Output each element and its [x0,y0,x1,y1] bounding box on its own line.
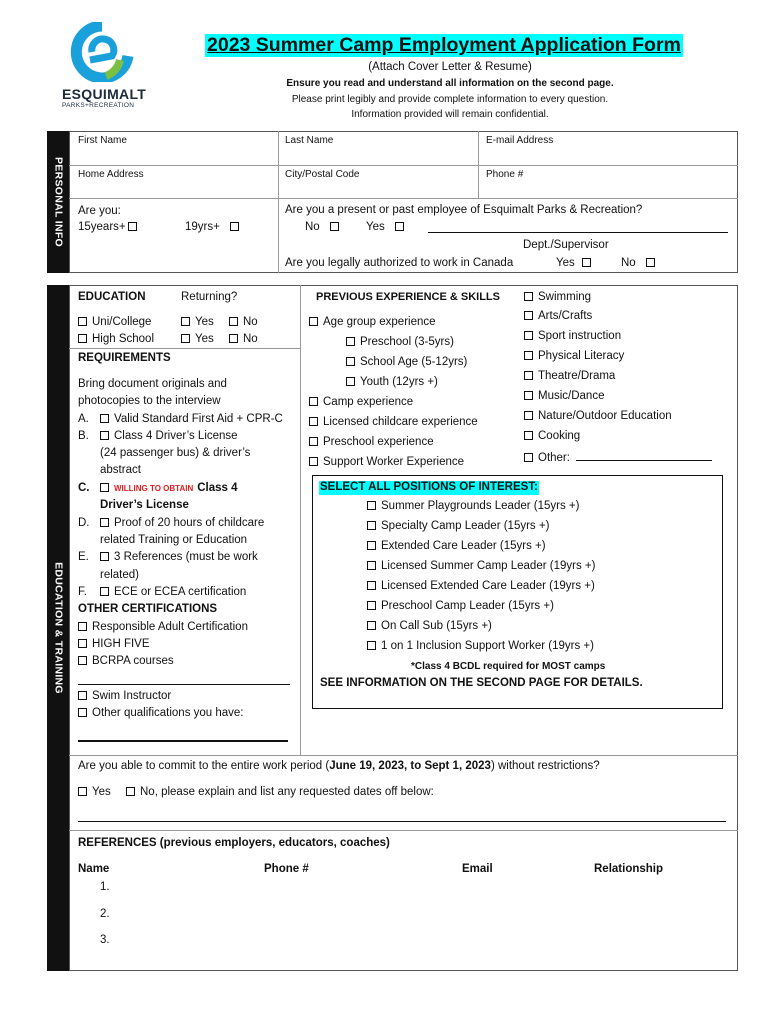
checkbox-icon[interactable] [367,521,376,530]
req-e[interactable] [78,551,258,565]
employee-no-label: No [305,221,320,233]
authorized-yes-option[interactable] [556,257,596,271]
req-f[interactable] [78,586,246,600]
position-label: Licensed Extended Care Leader (19yrs +) [381,580,595,592]
phone-field[interactable]: Phone # [486,169,524,180]
hs-yes-label: Yes [195,333,214,345]
skill-label: Physical Literacy [538,350,625,362]
checkbox-icon[interactable] [100,552,109,561]
checkbox-icon[interactable] [78,639,87,648]
divider [278,131,279,273]
preschool-experience-label: Preschool experience [323,436,434,448]
skill-label: Swimming [538,291,592,303]
other-cert-heading: OTHER CERTIFICATIONS [78,603,218,615]
checkbox-icon[interactable] [78,656,87,665]
checkbox-icon[interactable] [100,414,109,423]
checkbox-icon[interactable] [367,501,376,510]
positions-heading-text: SELECT ALL POSITIONS OF INTEREST: [320,481,538,493]
personal-info-label: PERSONAL INFO [52,156,65,248]
divider [478,131,479,198]
position-label: On Call Sub (15yrs +) [381,620,492,632]
skill-cooking[interactable] [524,430,580,444]
req-e-label: 3 References (must be work [114,551,258,563]
cert-blank-line[interactable] [78,673,290,685]
uni-yes-label: Yes [195,316,214,328]
checkbox-icon[interactable] [309,437,318,446]
checkbox-icon[interactable] [100,587,109,596]
age-group-label: Age group experience [323,316,436,328]
position-licensed-extended[interactable] [367,580,595,594]
checkbox-icon[interactable] [230,222,239,231]
checkbox-icon[interactable] [367,601,376,610]
cert-high-five[interactable] [78,638,150,652]
licensed-experience-label: Licensed childcare experience [323,416,478,428]
skill-label: Arts/Crafts [538,310,593,322]
employee-question: Are you a present or past employee of Esquimalt Parks & Recreation? [285,204,643,216]
skill-arts-crafts[interactable] [524,310,592,324]
req-c-label: Class 4 [197,482,238,494]
skill-other[interactable] [524,450,712,466]
age-group-option[interactable] [309,316,436,330]
checkbox-icon[interactable] [78,787,87,796]
checkbox-icon[interactable] [346,357,355,366]
are-you-label: Are you: [78,205,121,217]
cert-other[interactable] [78,707,244,721]
checkbox-icon[interactable] [524,453,533,462]
org-name: ESQUIMALT [62,86,147,102]
last-name-field[interactable]: Last Name [285,135,334,146]
divider [69,165,738,166]
commit-yes-label: Yes [92,786,111,798]
authorized-yes-label: Yes [556,257,575,269]
header-line-4: Information provided will remain confidential. [351,109,549,120]
checkbox-icon[interactable] [126,787,135,796]
commit-no-label: No, please explain and list any requested dates off below: [140,786,434,798]
req-a[interactable] [78,413,283,427]
page-title [205,34,683,57]
commit-q-dates: June 19, 2023, to Sept 1, 2023 [329,760,491,772]
skill-label: Nature/Outdoor Education [538,410,672,422]
personal-info-box [69,131,738,273]
uni-college-label: Uni/College [92,316,152,328]
checkbox-icon[interactable] [367,541,376,550]
divider [69,348,300,349]
cert-5-label: Other qualifications you have: [92,707,244,719]
hs-no-option[interactable] [229,333,258,347]
checkbox-icon[interactable] [309,417,318,426]
commit-yes-option[interactable] [78,786,111,800]
commit-no-option[interactable] [126,786,434,800]
age-15-option[interactable] [78,221,142,235]
authorized-no-option[interactable] [621,257,660,271]
cert-2-label: HIGH FIVE [92,638,150,650]
checkbox-icon[interactable] [524,331,533,340]
position-extended-care[interactable] [367,540,546,554]
skill-label: Sport instruction [538,330,622,342]
licensed-experience-option[interactable] [309,416,478,430]
cert-3-label: BCRPA courses [92,655,174,667]
city-postal-field[interactable]: City/Postal Code [285,169,360,180]
req-e-letter: E. [78,551,89,563]
high-school-option[interactable] [78,333,154,347]
req-a-letter: A. [78,413,89,425]
education-bar [47,285,69,971]
dates-off-line[interactable] [78,810,726,822]
checkbox-icon[interactable] [367,561,376,570]
skill-label: Cooking [538,430,581,442]
employee-yes-label: Yes [366,221,385,233]
checkbox-icon[interactable] [367,621,376,630]
skill-swimming[interactable] [524,291,591,305]
authorized-no-label: No [621,257,636,269]
checkbox-icon[interactable] [78,691,87,700]
req-b-line2: (24 passenger bus) & driver’s [100,447,251,459]
school-age-option[interactable] [346,356,467,370]
checkbox-icon[interactable] [78,317,87,326]
home-address-field[interactable]: Home Address [78,169,144,180]
ref-row-3[interactable]: 3. [100,934,110,946]
position-specialty-camp[interactable] [367,520,549,534]
references-heading: REFERENCES (previous employers, educators, coaches) [78,837,390,849]
uni-college-option[interactable] [78,316,151,330]
checkbox-icon[interactable] [181,334,190,343]
employee-yes-option[interactable] [366,221,409,235]
checkbox-icon[interactable] [100,518,109,527]
checkbox-icon[interactable] [229,334,238,343]
checkbox-icon[interactable] [309,317,318,326]
checkbox-icon[interactable] [367,581,376,590]
req-f-letter: F. [78,586,87,598]
req-d[interactable] [78,517,264,531]
ref-row-2[interactable]: 2. [100,908,110,920]
commit-q-post: ) without restrictions? [490,760,600,772]
preschool-age-label: Preschool (3-5yrs) [360,336,454,348]
checkbox-icon[interactable] [524,351,533,360]
skill-physical-literacy[interactable] [524,350,624,364]
page-title-text: 2023 Summer Camp Employment Application Form [207,34,681,56]
ref-col-phone: Phone # [264,863,309,875]
hs-no-label: No [243,333,258,345]
school-age-label: School Age (5-12yrs) [360,356,468,368]
req-a-label: Valid Standard First Aid + CPR-C [114,413,283,425]
skill-sport[interactable] [524,330,621,344]
commit-q-pre: Are you able to commit to the entire work period ( [78,760,330,772]
position-inclusion-support[interactable] [367,640,594,654]
preschool-experience-option[interactable] [309,436,434,450]
requirements-heading: REQUIREMENTS [78,352,171,364]
support-worker-option[interactable] [309,456,464,470]
divider [69,830,738,831]
checkbox-icon[interactable] [181,317,190,326]
preschool-age-option[interactable] [346,336,454,350]
dept-supervisor-label: Dept./Supervisor [523,239,609,251]
uni-yes-option[interactable] [181,316,214,330]
position-label: Specialty Camp Leader (15yrs +) [381,520,550,532]
cert-swim-instructor[interactable] [78,690,171,704]
req-b-letter: B. [78,430,89,442]
commit-question [78,760,600,774]
personal-info-bar [47,131,69,273]
req-d-letter: D. [78,517,90,529]
req-c-line2: Driver’s License [100,499,189,511]
position-label: Summer Playgrounds Leader (15yrs +) [381,500,580,512]
checkbox-icon[interactable] [346,377,355,386]
requirements-intro-1: Bring document originals and [78,378,227,390]
dept-line[interactable] [428,221,728,233]
other-qualifications-line[interactable] [78,740,288,742]
cert-4-label: Swim Instructor [92,690,172,702]
skill-nature[interactable] [524,410,672,424]
req-b-line3: abstract [100,464,141,476]
requirements-intro-2: photocopies to the interview [78,395,221,407]
skill-label: Music/Dance [538,390,605,402]
youth-age-option[interactable] [346,376,438,390]
req-f-label: ECE or ECEA certification [114,586,247,598]
checkbox-icon[interactable] [309,397,318,406]
divider [69,755,738,756]
header-line-3: Please print legibly and provide complete information to every question. [291,94,609,105]
high-school-label: High School [92,333,155,345]
ref-col-email: Email [462,863,493,875]
position-label: 1 on 1 Inclusion Support Worker (19yrs +) [381,640,594,652]
header-line-2: Ensure you read and understand all information on the second page. [286,78,614,89]
position-summer-playgrounds[interactable] [367,500,579,514]
cert-responsible-adult[interactable] [78,621,248,635]
divider [300,285,301,755]
req-e-line2: related) [100,569,139,581]
req-c-warning: WILLING TO OBTAIN [114,484,194,493]
employee-no-option[interactable] [305,221,344,235]
positions-heading [319,481,539,495]
checkbox-icon[interactable] [330,222,339,231]
checkbox-icon[interactable] [395,222,404,231]
position-label: Licensed Summer Camp Leader (19yrs +) [381,560,596,572]
support-worker-label: Support Worker Experience [323,456,465,468]
skill-music[interactable] [524,390,604,404]
ref-col-relationship: Relationship [594,863,664,875]
cert-bcrpa[interactable] [78,655,174,669]
camp-experience-option[interactable] [309,396,413,410]
position-label: Extended Care Leader (15yrs +) [381,540,546,552]
checkbox-icon[interactable] [309,457,318,466]
age-19-label: 19yrs+ [185,221,220,233]
checkbox-icon[interactable] [78,334,87,343]
camp-experience-label: Camp experience [323,396,414,408]
ref-row-1[interactable]: 1. [100,881,110,893]
hs-yes-option[interactable] [181,333,214,347]
divider [69,198,738,199]
bcdl-note: *Class 4 BCDL required for MOST camps [411,661,606,672]
checkbox-icon[interactable] [100,483,109,492]
see-info-note: SEE INFORMATION ON THE SECOND PAGE FOR DETAILS. [320,677,643,689]
position-preschool-camp[interactable] [367,600,554,614]
checkbox-icon[interactable] [524,311,533,320]
cert-1-label: Responsible Adult Certification [92,621,248,633]
checkbox-icon[interactable] [128,222,137,231]
checkbox-icon[interactable] [524,431,533,440]
header-line-1: (Attach Cover Letter & Resume) [368,61,532,73]
uni-no-option[interactable] [229,316,258,330]
checkbox-icon[interactable] [582,258,591,267]
checkbox-icon[interactable] [78,708,87,717]
checkbox-icon[interactable] [100,431,109,440]
checkbox-icon[interactable] [367,641,376,650]
req-c-letter: C. [78,482,90,494]
education-heading: EDUCATION [78,291,146,303]
skill-label: Other: [538,452,570,464]
req-c[interactable] [78,482,238,496]
position-licensed-summer[interactable] [367,560,595,574]
experience-heading: PREVIOUS EXPERIENCE & SKILLS [316,291,500,303]
authorized-question: Are you legally authorized to work in Canada [285,257,514,269]
req-d-line2: related Training or Education [100,534,248,546]
checkbox-icon[interactable] [346,337,355,346]
checkbox-icon[interactable] [524,371,533,380]
req-b-label: Class 4 Driver’s License [114,430,238,442]
checkbox-icon[interactable] [229,317,238,326]
org-subname: PARKS+RECREATION [62,102,135,109]
age-19-option[interactable] [185,221,244,235]
youth-age-label: Youth (12yrs +) [360,376,438,388]
uni-no-label: No [243,316,258,328]
returning-label: Returning? [181,291,238,303]
ref-col-name: Name [78,863,110,875]
req-d-label: Proof of 20 hours of childcare [114,517,265,529]
first-name-field[interactable]: First Name [78,135,127,146]
skill-theatre[interactable] [524,370,615,384]
checkbox-icon[interactable] [524,411,533,420]
skill-label: Theatre/Drama [538,370,616,382]
checkbox-icon[interactable] [524,391,533,400]
position-on-call[interactable] [367,620,492,634]
age-15-label: 15years+ [78,221,126,233]
checkbox-icon[interactable] [78,622,87,631]
education-label: EDUCATION & TRAINING [52,562,65,694]
skill-other-line[interactable] [576,450,712,461]
checkbox-icon[interactable] [646,258,655,267]
req-b[interactable] [78,430,238,444]
position-label: Preschool Camp Leader (15yrs +) [381,600,554,612]
email-field[interactable]: E-mail Address [486,135,554,146]
checkbox-icon[interactable] [524,292,533,301]
